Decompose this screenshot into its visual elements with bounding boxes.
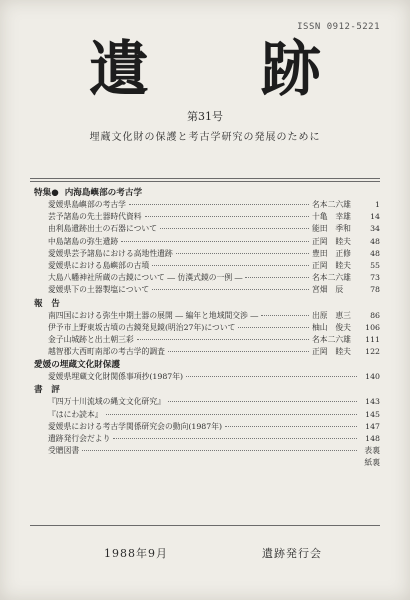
- entry-author: 名本二六雄: [312, 273, 351, 283]
- toc-entry: [34, 322, 380, 334]
- entry-author: 正岡 睦夫: [312, 347, 351, 357]
- section-label: 報 告: [34, 298, 60, 309]
- journal-title: 遺 跡: [89, 35, 347, 105]
- dot-leader: [186, 376, 357, 377]
- entry-title: 受贈図書: [48, 446, 80, 456]
- entry-title: 芸予諸島の先土器時代資料: [48, 212, 142, 222]
- entry-title: 南四国における弥生中期土器の展開 ― 編年と地域間交渉 ―: [48, 310, 259, 320]
- entry-page: 147: [365, 421, 380, 431]
- entry-author: 出原 恵三: [312, 310, 351, 320]
- entry-page: 106: [365, 322, 380, 332]
- entry-title: 遺跡発行会だより: [48, 434, 111, 443]
- journal-subtitle: 埋蔵文化財の保護と考古学研究の発展のために: [89, 132, 321, 143]
- entry-title: 愛媛県における考古学関係研究会の動向(1987年): [48, 421, 223, 431]
- entry-title: 『はにわ読本』: [48, 409, 103, 419]
- dot-leader: [152, 265, 309, 266]
- entry-title: 伊予市上野東坂古墳の古鏡発見鏡(明治27年)について: [48, 322, 236, 332]
- toc-entry: [34, 310, 380, 322]
- toc-entry: [34, 236, 380, 248]
- divider-bottom: [30, 525, 380, 526]
- toc-section-heading: [34, 384, 380, 396]
- entry-author: 名本二六雄: [312, 334, 351, 344]
- entry-title: 金子山城跡と出土朝三彩: [48, 334, 134, 344]
- entry-title: 愛媛県埋蔵文化財関係事項抄(1987年): [48, 372, 184, 382]
- entry-page: 111: [365, 334, 380, 344]
- entry-page: 145: [365, 409, 380, 419]
- dot-leader: [225, 426, 357, 427]
- dot-leader: [160, 228, 309, 229]
- entry-title: 愛媛県島嶼部の考古学: [48, 200, 126, 209]
- entry-author: 柚山 俊夫: [312, 322, 351, 332]
- toc-entry: [34, 272, 380, 284]
- entry-page: 78: [370, 285, 380, 295]
- table-of-contents: [34, 186, 380, 468]
- entry-title: 『四万十川流域の縄文文化研究』: [48, 397, 165, 407]
- entry-title: 中島諸島の弥生遺跡: [48, 236, 119, 246]
- toc-entry: [34, 260, 380, 272]
- dot-leader: [145, 216, 309, 217]
- toc-entry: [34, 346, 380, 358]
- entry-title: 大島八幡神社所蔵の古鏡について ― 仿漢式鏡の一例 ―: [48, 273, 243, 283]
- section-label: 書 評: [34, 385, 60, 396]
- entry-author: 正岡 睦夫: [312, 260, 351, 270]
- entry-page: 73: [370, 273, 380, 283]
- entry-title: 愛媛県における島嶼部の古墳: [48, 260, 150, 270]
- dot-leader: [168, 351, 309, 352]
- entry-author: 宮畑 辰: [312, 285, 344, 295]
- entry-author: 豊田 正修: [312, 248, 351, 258]
- entry-page: 86: [370, 310, 380, 320]
- dot-leader: [137, 339, 309, 340]
- entry-page: 表裏紙裏: [364, 446, 380, 468]
- toc-entry: [34, 223, 380, 235]
- dot-leader: [113, 438, 357, 439]
- entry-author: 能田 季和: [312, 224, 351, 234]
- toc-entry: [34, 248, 380, 260]
- section-theme: 内海島嶼部の考古学: [64, 188, 143, 198]
- entry-author: 十亀 幸雄: [312, 212, 351, 222]
- entry-title: 由利島遺跡出土の石器について: [48, 224, 157, 234]
- dot-leader: [82, 450, 357, 451]
- entry-author: 正岡 睦夫: [312, 236, 351, 246]
- section-label: 特集●: [34, 188, 59, 198]
- entry-page: 14: [370, 212, 380, 222]
- dot-leader: [245, 277, 309, 278]
- issn-number: ISSN 0912-5221: [297, 22, 380, 32]
- publisher-name: 遺跡発行会: [262, 547, 322, 560]
- entry-page: 48: [370, 248, 380, 258]
- entry-page: 148: [365, 434, 380, 443]
- toc-entry: [34, 421, 380, 433]
- entry-title: 愛媛県芸予諸島における高地性遺跡: [48, 248, 173, 258]
- toc-entry: [34, 211, 380, 223]
- entry-page: 122: [365, 347, 380, 357]
- entry-author: 名本二六雄: [312, 200, 351, 209]
- dot-leader: [152, 289, 309, 290]
- entry-page: 140: [365, 372, 380, 382]
- entry-title: 越智郡大西町南部の考古学的調査: [48, 347, 165, 357]
- entry-page: 48: [370, 236, 380, 246]
- toc-entry: [34, 371, 380, 383]
- dot-leader: [261, 315, 309, 316]
- section-label: 愛媛の埋蔵文化財保護: [34, 360, 120, 371]
- toc-section-heading: [34, 359, 380, 371]
- toc-entry: [34, 445, 380, 468]
- toc-entry: [34, 396, 380, 408]
- dot-leader: [238, 327, 309, 328]
- toc-section-heading: [34, 298, 380, 310]
- toc-section-heading: [34, 187, 380, 199]
- dot-leader: [106, 414, 357, 415]
- toc-entry: [34, 284, 380, 296]
- entry-page: 55: [370, 260, 380, 270]
- dot-leader: [129, 204, 309, 205]
- toc-entry: [34, 199, 380, 211]
- entry-page: 1: [375, 200, 380, 209]
- toc-entry: [34, 334, 380, 346]
- divider-top-inner: [30, 181, 380, 182]
- divider-top: [30, 178, 380, 179]
- entry-page: 143: [365, 397, 380, 407]
- dot-leader: [121, 241, 309, 242]
- toc-entry: [34, 409, 380, 421]
- issue-number: 第31号: [187, 110, 223, 123]
- toc-entry: [34, 433, 380, 445]
- publication-date: 1988年9月: [104, 547, 168, 560]
- dot-leader: [176, 253, 309, 254]
- entry-title: 愛媛県下の土器製塩について: [48, 285, 150, 295]
- dot-leader: [168, 401, 357, 402]
- entry-page: 34: [370, 224, 380, 234]
